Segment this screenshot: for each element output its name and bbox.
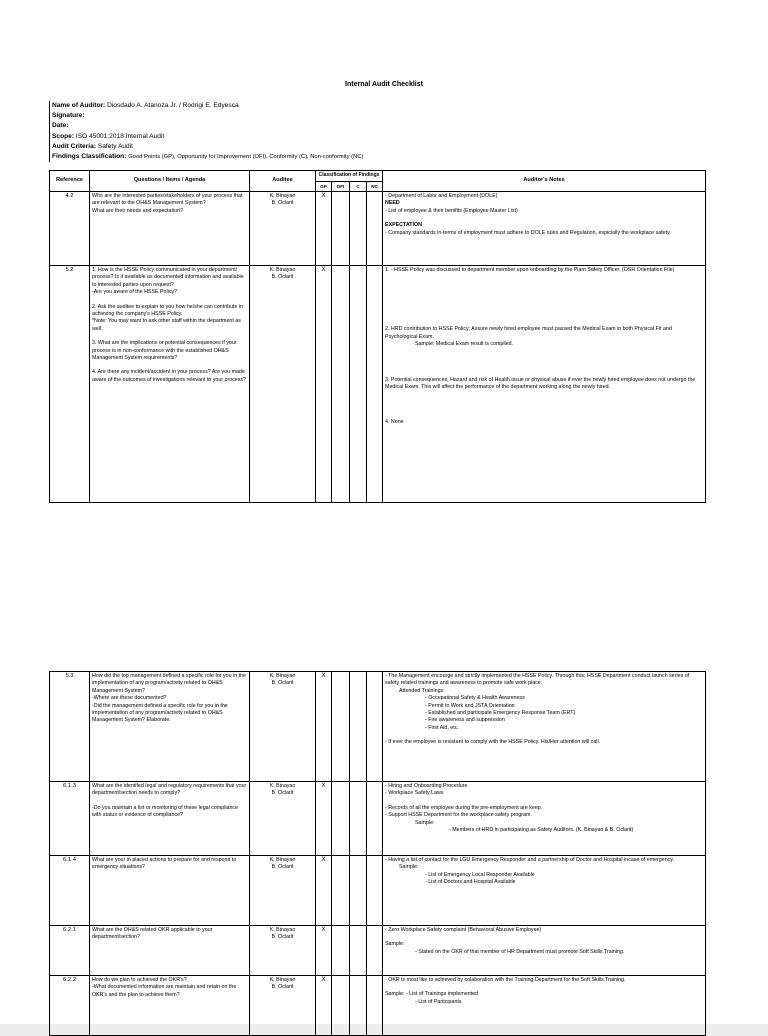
c-cell <box>350 926 367 976</box>
c-cell <box>350 266 367 503</box>
reference-cell: 6.1.3 <box>50 782 90 856</box>
reference-cell: 6.2.2 <box>50 976 90 1036</box>
signature-line: Signature: <box>52 112 85 120</box>
audit-header <box>49 101 363 162</box>
table-row <box>50 266 706 503</box>
table-row <box>50 192 706 266</box>
notes-cell: - Hiring and Onboarding Procedure - Workplace Safety Laws - Records of all the employee during the pre-employment are keep. - Support HSSE Department for the workplace safety program. Sample: - Members of HRD in participating as Safety Auditors. (K. Binayao & B. Oclarit) <box>383 782 706 856</box>
nc-cell <box>367 266 383 503</box>
gp-mark: X <box>316 856 332 926</box>
ofi-cell <box>332 976 350 1036</box>
column-c: C <box>350 182 367 192</box>
column-classification: Classification of Findings <box>316 171 383 182</box>
question-cell: Who are the interested parties/stakeholders of your process that are relevant to the OH&S Management System? What are their needs and expectation? <box>90 192 250 266</box>
gp-mark: X <box>316 266 332 503</box>
notes-cell: - Zero Workplace Safety complaint (Behavioral Abusive Employee) Sample: - Stated on the OKR of that member of HR Department must promote Soft Skills Training. <box>383 926 706 976</box>
column-nc: NC <box>367 182 383 192</box>
c-cell <box>350 672 367 782</box>
gp-mark: X <box>316 672 332 782</box>
criteria-line: Audit Criteria: Safety Audit <box>52 142 134 150</box>
column-ofi: OFI <box>332 182 350 192</box>
auditee-cell: K. Binayao B. Oclarit <box>250 266 316 503</box>
notes-cell: - Department of Labor and Employment (DOLE) NEED - List of employee & their benifits (Employee Master List) EXPECTATION - Company standards in-terms of employment must adhere to DOLE rules and Regularion, espicially the workplace safety. <box>383 192 706 266</box>
reference-cell: 6.2.1 <box>50 926 90 976</box>
c-cell <box>350 782 367 856</box>
question-cell: How do we plan to achieved the OKR's? -What documented information are maintain and retain on the OKR's and the plan to achieve them? <box>90 976 250 1036</box>
findings-value: Good Points (GP), Opportunity for Improvement (OFI), Conformity (C), Non-conformity (NC) <box>128 154 364 161</box>
audit-table-page-2 <box>49 671 706 1036</box>
notes-cell: - OKR is most like to achieved by colaboration with the Training Department for the Soft Skills Training. Sample: - List of Trainings implemented - List of Participants <box>383 976 706 1036</box>
column-questions: Questions / Items / Agenda <box>90 171 250 192</box>
table-row <box>50 976 706 1036</box>
ofi-cell <box>332 856 350 926</box>
document-title: Internal Audit Checklist <box>345 81 423 88</box>
c-cell <box>350 192 367 266</box>
c-cell <box>350 976 367 1036</box>
ofi-cell <box>332 672 350 782</box>
column-auditee: Auditee <box>250 171 316 192</box>
reference-cell: 4.2 <box>50 192 90 266</box>
reference-cell: 6.1.4 <box>50 856 90 926</box>
column-reference: Reference <box>50 171 90 192</box>
gp-mark: X <box>316 926 332 976</box>
table-row <box>50 926 706 976</box>
auditee-cell: K. Binayao B. Oclarit <box>250 192 316 266</box>
table-row <box>50 672 706 782</box>
notes-cell: 1. - HSSE Policy was discussed to department member upon onboarding by the Plant Safety Officer. (OSH Orientation File) 2. HRD contribution to HSSE Policy; Assure newly hired employee must passed the Medical Exam in both Physical Fit and Psychological Exam. Sample: Medical Exam result is compiled. 3. Potential consequences; Hazard and risk of Health issue or physical abuse if ever the newly hired employee does not undergo the Medical Exam. This will affect the performance of the department working along the newly hired. 4. None <box>383 266 706 503</box>
ofi-cell <box>332 266 350 503</box>
auditee-cell: K. Binayao B. Oclarit <box>250 672 316 782</box>
scope-value: ISO 45001:2018 Internal Audit <box>75 132 165 140</box>
c-cell <box>350 856 367 926</box>
auditee-cell: K. Binayao B. Oclarit <box>250 976 316 1036</box>
nc-cell <box>367 976 383 1036</box>
table-row <box>50 782 706 856</box>
ofi-cell <box>332 192 350 266</box>
table-row <box>50 856 706 926</box>
nc-cell <box>367 192 383 266</box>
question-cell: What are the OH&S related OKR applicable to your department/section? <box>90 926 250 976</box>
question-cell: 1. How is the HSSE Policy communicated in your department/ process? Is it available as documented information and available to interested parties upon request? -Are you aware of the HSSE Policy? 2. Ask the auditee to explain to you how he/she can contribute in achieving the company's HSSE Policy. *Note: You may want to ask other staff within the department as well. 3. What are the implications or potential consequences if your process is in non-conformance with the established OH&S Management System requirements? 4. Are there any incident/accident in your process? Are you made aware of the outcomes of investigations relevant to your process? <box>90 266 250 503</box>
gp-mark: X <box>316 782 332 856</box>
findings-line: Findings Classification: Good Points (GP), Opportunity for Improvement (OFI), Conformity (C), Non-conformity (NC) <box>52 153 364 161</box>
question-cell: How did the top management defined a specific role for you in the implementation of any program/activity related to OH&S Management System? -Where are these documented? -Did the management defined a specific role for you in the implementation of any program/activity related to OH&S Management System? Elaborate. <box>90 672 250 782</box>
gp-mark: X <box>316 976 332 1036</box>
nc-cell <box>367 782 383 856</box>
auditee-cell: K. Binayao B. Oclarit <box>250 856 316 926</box>
auditor-value: Diosdado A. Atanoza Jr. / Rodrigi E. Edyesca <box>107 102 239 109</box>
question-cell: What are your in placed actions to prepare for and respond to emergency situations? <box>90 856 250 926</box>
column-auditor-notes: Auditor's Notes <box>383 171 706 192</box>
notes-cell: - Having a list of contact for the LGU Emergency Responder and a partnership of Doctor and Hospital incase of emergency. Sample: - List of Emergency Local Responder Available - List of Doctors and Hospital Available <box>383 856 706 926</box>
audit-table-page-1 <box>49 170 706 503</box>
auditor-line: Name of Auditor: Diosdado A. Atanoza Jr. / Rodrigi E. Edyesca <box>52 102 239 109</box>
reference-cell: 5.2 <box>50 266 90 503</box>
date-line: Date: <box>52 122 69 130</box>
auditee-cell: K. Binayao B. Oclarit <box>250 782 316 856</box>
column-gp: GP <box>316 182 332 192</box>
reference-cell: 5.3 <box>50 672 90 782</box>
nc-cell <box>367 856 383 926</box>
auditee-cell: K. Binayao B. Oclarit <box>250 926 316 976</box>
ofi-cell <box>332 782 350 856</box>
question-cell: What are the identifed legal and regulatory requirements that your department/section needs to comply? -Do you maintain a list or monitoring of these legal compliance with status or evidence of compliance? <box>90 782 250 856</box>
gp-mark: X <box>316 192 332 266</box>
criteria-value: Safety Audit <box>97 142 134 150</box>
nc-cell <box>367 672 383 782</box>
notes-cell: - The Management encourge and strictly implemented the HSSE Policy. Through this; HSSE Department conduct launch series of safety related trainings and awareness to promote safe work place. Attended Trainings: - Occupational Safety & Health Awareness - Permit to Work and JSTA Orientation - Established and participate Emergency Response Team (ERT) - Fire awareness and suppression - First Aid, etc. - If ever the employee is resistant to comply with the HSSE Policy. His/Her attention will call. <box>383 672 706 782</box>
scope-line: Scope: ISO 45001:2018 Internal Audit <box>52 132 165 140</box>
nc-cell <box>367 926 383 976</box>
ofi-cell <box>332 926 350 976</box>
